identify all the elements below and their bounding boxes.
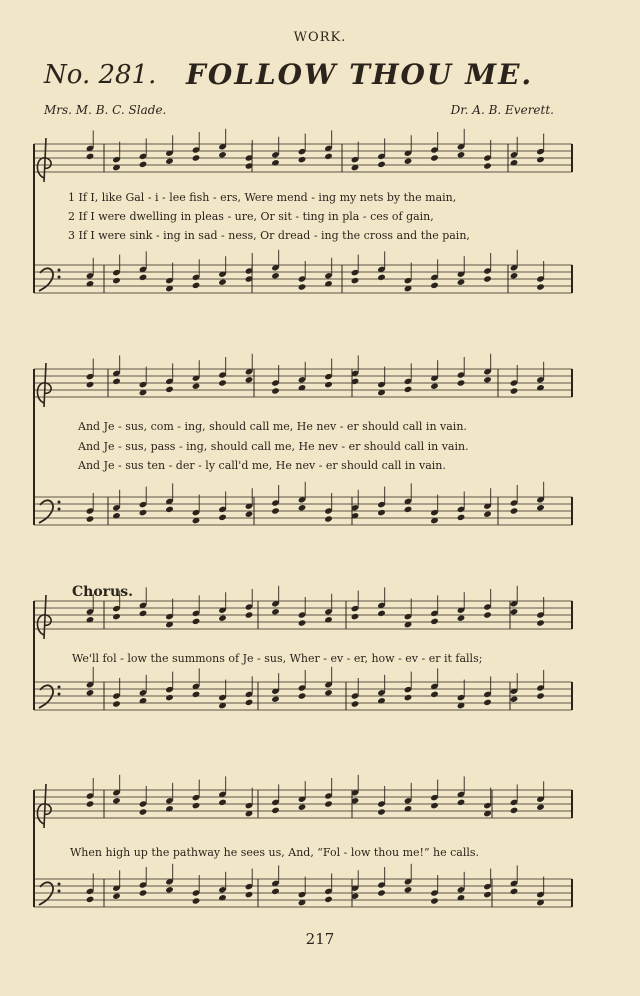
system-1-treble-notehead	[218, 151, 227, 158]
system-1-bass-notehead	[510, 272, 519, 279]
system-2-treble-notehead	[404, 386, 413, 393]
system-4-treble-notehead	[324, 800, 333, 807]
system-3-treble-notehead	[298, 619, 307, 626]
system-2-treble-notehead	[86, 381, 95, 388]
chorus-label: Chorus.	[72, 584, 133, 600]
system-1-bass-notehead	[536, 283, 545, 290]
system-2-treble-notehead	[457, 379, 466, 386]
system-4-treble-notehead	[536, 804, 545, 811]
system-4-treble-notehead	[218, 799, 227, 806]
system-4-treble-notehead	[86, 800, 95, 807]
system-3-bass-clef-dot	[58, 686, 61, 689]
system-2-treble-notehead	[483, 376, 492, 383]
system-3-treble-notehead	[245, 611, 254, 618]
system-4-bass-notehead	[245, 891, 254, 898]
system-2-treble-notehead	[271, 387, 280, 394]
system-4-treble-notehead	[510, 807, 519, 814]
system-4-bass-notehead	[192, 897, 201, 904]
chorus-line-1: We'll fol - low the summons of Je - sus, Wher - ev - er, how - ev - er it falls;	[72, 652, 483, 665]
system-4-bass-notehead	[510, 888, 519, 895]
composer-credit: Dr. A. B. Everett.	[450, 103, 554, 117]
system-1-treble-notehead	[86, 153, 95, 160]
system-3-bass-notehead	[324, 689, 333, 696]
system-2-bass-notehead	[510, 507, 519, 514]
system-3-bass-notehead	[510, 696, 519, 703]
system-2-treble-notehead	[324, 381, 333, 388]
system-3-treble-notehead	[430, 618, 439, 625]
system-2-bass-notehead	[86, 515, 95, 522]
system-3-bass-notehead	[112, 700, 121, 707]
system-3-bass-notehead	[536, 692, 545, 699]
system-2-bass-clef-dot	[58, 508, 61, 511]
system-1-treble-notehead	[165, 158, 174, 165]
system-4-treble-notehead	[112, 797, 121, 804]
system-1-treble-notehead	[483, 162, 492, 169]
system-3-treble-notehead	[271, 608, 280, 615]
system-3-treble-clef	[37, 595, 51, 639]
system-3-treble-notehead	[112, 613, 121, 620]
system-2-bass-notehead	[218, 514, 227, 521]
system-1-treble-notehead	[536, 156, 545, 163]
system-1-treble-notehead	[298, 156, 307, 163]
system-3-bass-notehead	[298, 692, 307, 699]
system-2-treble-notehead	[245, 376, 254, 383]
system-4-bass-notehead	[377, 889, 386, 896]
system-4-bass-notehead	[324, 896, 333, 903]
system-2-treble-notehead	[112, 378, 121, 385]
system-4-treble-notehead	[457, 799, 466, 806]
system-1-bass-notehead	[430, 282, 439, 289]
system-1-bass-notehead	[271, 272, 280, 279]
system-4-treble-notehead	[192, 802, 201, 809]
system-4-bass-notehead	[165, 886, 174, 893]
system-2-treble-notehead	[510, 387, 519, 394]
system-3-bass-notehead	[245, 699, 254, 706]
chorus-line-2: When high up the pathway he sees us, And, “Fol - low thou me!” he calls.	[70, 846, 480, 859]
system-2-treble-notehead	[165, 386, 174, 393]
system-3-treble-notehead	[457, 615, 466, 622]
system-3-treble-notehead	[351, 613, 360, 620]
system-3-bass-notehead	[351, 700, 360, 707]
system-3-treble-notehead	[139, 610, 148, 617]
system-4-bass-notehead	[139, 889, 148, 896]
system-3-treble-notehead	[483, 611, 492, 618]
system-3-bass-notehead	[483, 699, 492, 706]
system-4-bass-clef-dot	[58, 883, 61, 886]
system-1-treble-notehead	[377, 161, 386, 168]
system-4-treble-notehead	[298, 804, 307, 811]
verse-2-line-3: And Je - sus ten - der - ly call'd me, He nev - er should call in vain.	[78, 459, 446, 472]
hymn-title: FOLLOW THOU ME.	[186, 58, 534, 91]
system-2-bass-notehead	[165, 506, 174, 513]
system-3-treble-notehead	[218, 615, 227, 622]
system-1-treble-notehead	[324, 153, 333, 160]
system-3-bass-notehead	[192, 691, 201, 698]
system-4-treble-notehead	[139, 808, 148, 815]
verse-2-line-2: And Je - sus, pass - ing, should call me, He nev - er should call in vain.	[78, 440, 469, 453]
system-2-bass-clef-dot	[58, 501, 61, 504]
system-4-bass-clef-dot	[58, 890, 61, 893]
system-2-bass-notehead	[457, 514, 466, 521]
system-1-bass-notehead	[218, 279, 227, 286]
system-3-treble-notehead	[510, 608, 519, 615]
verse-1-line-3: 3 If I were sink - ing in sad - ness, Or dread - ing the cross and the pain,	[68, 229, 470, 242]
system-2-bass-notehead	[404, 506, 413, 513]
page-number: 217	[305, 930, 335, 948]
system-2-bass-notehead	[483, 511, 492, 518]
system-1-bass-notehead	[139, 274, 148, 281]
system-4-bass-notehead	[483, 891, 492, 898]
system-1-treble-notehead	[430, 154, 439, 161]
system-3-bass-notehead	[165, 694, 174, 701]
system-3-bass-notehead	[430, 691, 439, 698]
verse-1-line-2: 2 If I were dwelling in pleas - ure, Or sit - ting in pla - ces of gain,	[68, 210, 434, 223]
system-3-bass-clef-dot	[58, 693, 61, 696]
system-1-treble-notehead	[192, 154, 201, 161]
system-1-bass-notehead	[192, 282, 201, 289]
system-4-treble-notehead	[271, 807, 280, 814]
system-4-bass-notehead	[271, 888, 280, 895]
system-4-treble-notehead	[430, 802, 439, 809]
system-1-bass-clef-dot	[58, 276, 61, 279]
lyricist-credit: Mrs. M. B. C. Slade.	[44, 103, 167, 117]
system-4-bass-notehead	[112, 893, 121, 900]
system-2-bass-notehead	[139, 509, 148, 516]
system-1-bass-notehead	[457, 279, 466, 286]
system-2-treble-notehead	[430, 383, 439, 390]
system-2-treble-clef	[37, 363, 51, 407]
system-3-treble-notehead	[192, 618, 201, 625]
system-4-bass-notehead	[86, 896, 95, 903]
verse-2-line-1: And Je - sus, com - ing, should call me, He nev - er should call in vain.	[78, 420, 467, 433]
system-2-bass-notehead	[324, 515, 333, 522]
system-1-bass-notehead	[483, 275, 492, 282]
system-4-treble-notehead	[377, 808, 386, 815]
system-3-bass-notehead	[271, 696, 280, 703]
system-3-treble-notehead	[536, 619, 545, 626]
hymn-number: No. 281.	[44, 60, 157, 90]
system-2-treble-notehead	[192, 383, 201, 390]
verse-1-line-1: 1 If I, like Gal - i - lee fish - ers, Were mend - ing my nets by the main,	[68, 191, 457, 204]
system-4-bass-notehead	[430, 897, 439, 904]
section-heading: WORK.	[293, 30, 347, 45]
system-1-treble-notehead	[404, 158, 413, 165]
system-4-treble-clef	[37, 784, 51, 828]
system-2-bass-notehead	[245, 511, 254, 518]
system-1-bass-notehead	[351, 277, 360, 284]
system-2-bass-notehead	[536, 504, 545, 511]
system-2-bass-notehead	[377, 509, 386, 516]
system-4-bass-notehead	[404, 886, 413, 893]
system-3-treble-notehead	[377, 610, 386, 617]
system-1-treble-notehead	[457, 151, 466, 158]
system-3-bass-notehead	[86, 689, 95, 696]
system-2-bass-notehead	[271, 507, 280, 514]
system-1-treble-notehead	[139, 161, 148, 168]
system-1-bass-notehead	[298, 283, 307, 290]
system-1-bass-notehead	[377, 274, 386, 281]
system-1-bass-notehead	[112, 277, 121, 284]
system-1-bass-clef-dot	[58, 269, 61, 272]
system-2-treble-notehead	[218, 379, 227, 386]
system-2-bass-notehead	[298, 504, 307, 511]
system-1-treble-clef	[37, 138, 51, 182]
system-3-bass-notehead	[404, 694, 413, 701]
